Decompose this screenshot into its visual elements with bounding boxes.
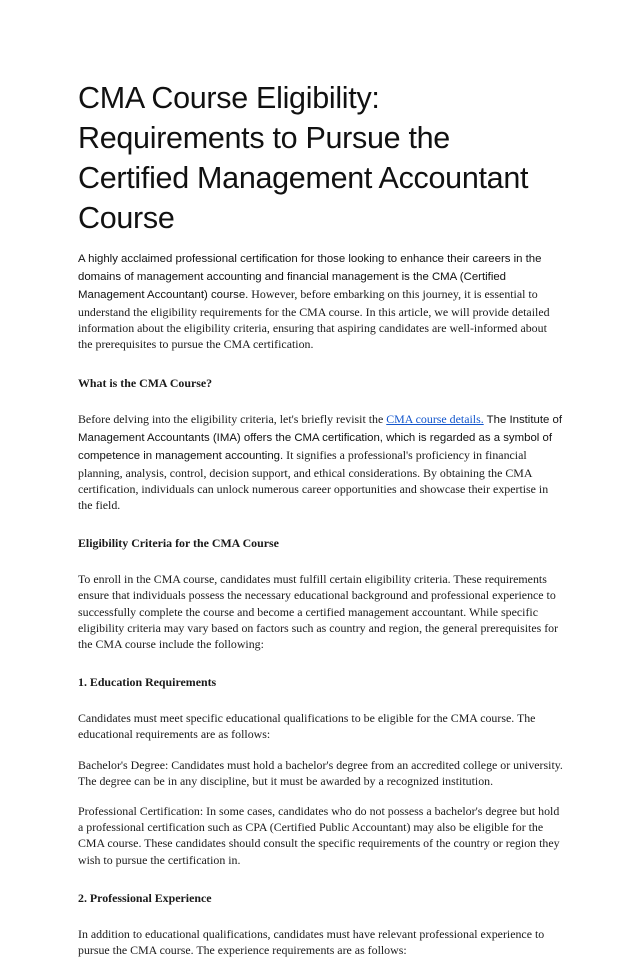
heading-what-is-cma: What is the CMA Course? bbox=[78, 375, 213, 390]
experience-paragraph-1: In addition to educational qualifications, candidates must have relevant professional experience to pursue the CMA course. The experience requirements are as follows: bbox=[78, 926, 545, 958]
eligibility-paragraph: To enroll in the CMA course, candidates must fulfill certain eligibility criteria. These requirements ensure that individuals possess the necessary educational background and professional experience to successfully complete the course and become a certified management accountant. While specific eligibility criteria may vary based on factors such as country and region, the general prerequisites for the CMA course include the following: bbox=[78, 572, 559, 652]
what-text-before-link: Before delving into the eligibility criteria, let's briefly revisit the bbox=[78, 411, 387, 426]
document-page bbox=[78, 78, 563, 958]
heading-eligibility-criteria: Eligibility Criteria for the CMA Course bbox=[78, 536, 279, 551]
what-sans-text: The Institute of Management Accountants (IMA) offers the CMA certification, which is regarded as a symbol of competence in management accounting. bbox=[78, 413, 562, 462]
intro-body: However, before embarking on this journey, it is essential to understand the eligibility requirements for the CMA course. In this article, we will provide detailed information about the eligibility criteria, ensuring that aspiring candidates are well-informed about the prerequisites to pursue the CMA certification. bbox=[78, 287, 550, 352]
intro-paragraph bbox=[78, 250, 563, 353]
cma-course-details-link[interactable]: CMA course details. bbox=[386, 411, 484, 426]
what-text-after: It signifies a professional's proficiency in financial planning, analysis, control, decision support, and ethical considerations. By obtaining the CMA certification, individuals can unlock numerous career opportunities and showcase their expertise in the field. bbox=[78, 447, 549, 513]
what-is-cma-paragraph bbox=[78, 411, 563, 514]
education-paragraph-professional-cert: Professional Certification: In some cases, candidates who do not possess a bachelor's degree but hold a professional certification such as CPA (Certified Public Accountant) may also be eligible for the CMA course. These candidates should consult the specific requirements of the country or region they wish to pursue the certification in. bbox=[78, 804, 560, 867]
page-title: CMA Course Eligibility: Requirements to Pursue the Certified Management Accountant Course bbox=[78, 81, 529, 235]
heading-professional-experience: 2. Professional Experience bbox=[78, 890, 212, 905]
education-paragraph-1: Candidates must meet specific educational qualifications to be eligible for the CMA course. The educational requirements are as follows: bbox=[78, 711, 536, 742]
intro-lead: A highly acclaimed professional certification for those looking to enhance their careers in the domains of management accounting and financial management is the CMA (Certified Management Accountant) course. bbox=[78, 253, 542, 301]
education-paragraph-bachelors: Bachelor's Degree: Candidates must hold a bachelor's degree from an accredited college or university. The degree can be in any discipline, but it must be awarded by a recognized institution. bbox=[78, 757, 563, 788]
heading-education-requirements: 1. Education Requirements bbox=[78, 675, 217, 690]
